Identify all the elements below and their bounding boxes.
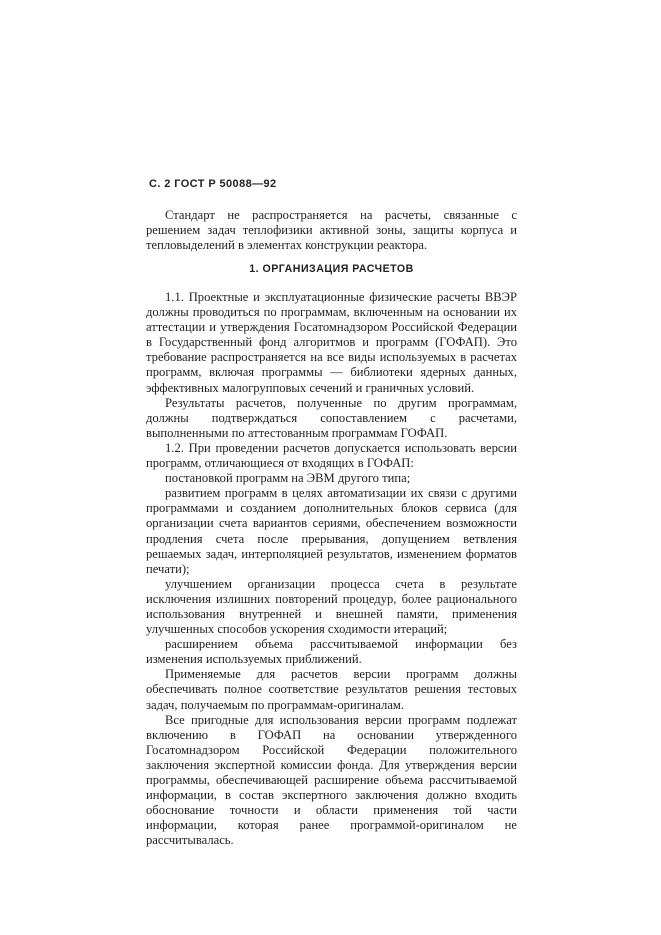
list-item-automation: развитием программ в целях автоматизации их связи с другими программами и созданием дополнительных блоков сервиса (для организации счета вариантов сериями, обеспечением возможности продления счета после прерывания, допущением ветвления решаемых задач, интерполяцией результатов, изменением форматов печати);: [146, 486, 517, 576]
list-item-organization: улучшением организации процесса счета в результате исключения излишних повторений процедур, более рационального использования внутренней и внешней памяти, применения улучшенных способов ускорения сходимости итераций;: [146, 576, 517, 637]
list-item-computer-type: постановкой программ на ЭВМ другого типа;: [165, 471, 411, 486]
paragraph-1-1: 1.1. Проектные и эксплуатационные физические расчеты ВВЭР должны проводиться по программам, включенным на основании их аттестации и утверждения Госатомнадзором Российской Федерации в Государственный фонд алгоритмов и программ (ГОФАП). Это требование распространяется на все виды используемых в расчетах программ, включая программы — библиотеки ядерных данных, эффективных малогрупповых сечений и граничных условий.: [146, 290, 517, 395]
paragraph-1-2: 1.2. При проведении расчетов допускается использовать версии программ, отличающиеся от входящих в ГОФАП:: [146, 440, 517, 471]
page-header: С. 2 ГОСТ Р 50088—92: [149, 178, 277, 190]
list-item-extension: расширением объема рассчитываемой информации без изменения используемых приближений.: [146, 637, 517, 667]
section-body: [146, 290, 517, 848]
paragraph-versions-inclusion: Все пригодные для использования версии программ подлежат включению в ГОФАП на основании утвержденного Госатомнадзором Российской Федерации положительного заключения экспертной комиссии фонда. Для утверждения версии программы, обеспечивающей расширение объема рассчитываемой информации, в состав экспертного заключения должно входить обоснование точности и области применения той части информации, которая ранее программой-оригиналом не рассчитывалась.: [146, 712, 517, 848]
paragraph-versions-compliance: Применяемые для расчетов версии программ должны обеспечивать полное соответствие результатов решения тестовых задач, получаемым по программам-оригиналам.: [146, 667, 517, 712]
intro-block: [146, 208, 517, 253]
section-title: 1. ОРГАНИЗАЦИЯ РАСЧЕТОВ: [249, 263, 414, 275]
paragraph-results: Результаты расчетов, полученные по другим программам, должны подтверждаться сопоставлением с расчетами, выполненными по аттестованным программам ГОФАП.: [146, 395, 517, 440]
intro-paragraph: Стандарт не распространяется на расчеты, связанные с решением задач теплофизики активной зоны, защиты корпуса и тепловыделений в элементах конструкции реактора.: [146, 208, 517, 253]
